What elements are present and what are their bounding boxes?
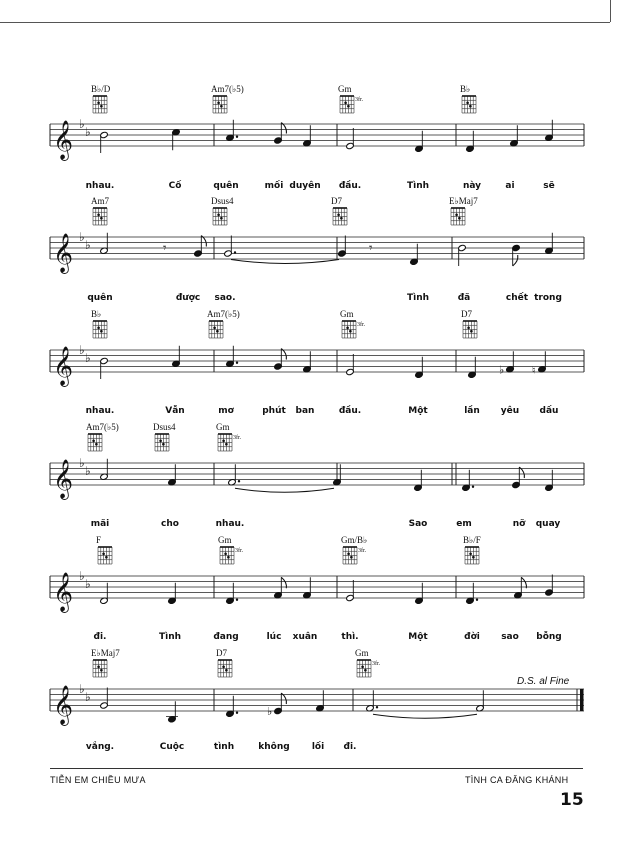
chord-finger-dot	[100, 217, 103, 220]
lyric-syllable: Một	[408, 632, 428, 642]
page-number: 15	[560, 790, 584, 810]
ds-al-fine-marking: D.S. al Fine	[517, 676, 570, 687]
chord-fret-label: 3fr.	[233, 435, 242, 441]
chord-finger-dot	[92, 440, 95, 443]
chord-symbol: D7	[216, 648, 227, 658]
flat-icon: ♭	[267, 705, 273, 718]
chord-finger-dot	[225, 443, 228, 446]
chord-finger-dot	[217, 214, 220, 217]
lyric-syllable: Vẫn	[165, 406, 185, 416]
chord-symbol: Gm	[216, 422, 230, 432]
chord-finger-dot	[455, 214, 458, 217]
lyric-syllable: yêu	[500, 406, 520, 416]
flat-icon: ♭	[79, 343, 85, 357]
lyric-syllable: sao	[501, 632, 519, 642]
lyric-syllable: lối	[311, 742, 325, 752]
final-barline-thick	[580, 689, 584, 711]
lyric-syllable: xuân	[292, 632, 318, 642]
lyric-syllable: đầu.	[338, 181, 362, 191]
treble-clef-icon: 𝄞	[53, 685, 74, 725]
chord-symbol: E♭Maj7	[91, 648, 120, 658]
natural-icon: ♮	[532, 365, 536, 377]
lyric-syllable: nỡ	[512, 519, 526, 529]
chord-finger-dot	[344, 102, 347, 105]
lyric-syllable: vắng.	[85, 742, 115, 752]
chord-fret-label: 3fr.	[357, 322, 366, 328]
flat-icon: ♭	[85, 125, 91, 139]
chord-finger-dot	[469, 105, 472, 108]
chord-finger-dot	[337, 214, 340, 217]
chord-symbol: F	[96, 535, 102, 545]
chord-finger-dot	[350, 556, 353, 559]
chord-fret-label: 3fr.	[358, 548, 367, 554]
chord-finger-dot	[222, 440, 225, 443]
treble-clef-icon: 𝄞	[53, 233, 74, 273]
footer-rule	[50, 768, 583, 769]
chord-symbol: D7	[461, 309, 472, 319]
lyric-syllable: nhau.	[85, 181, 115, 191]
lyric-syllable: mối	[264, 181, 284, 191]
chord-symbol: Am7	[91, 196, 109, 206]
treble-clef-icon: 𝄞	[53, 459, 74, 499]
lyric-syllable: quên	[87, 293, 113, 303]
footer-book-title: TÌNH CA ĐĂNG KHÁNH	[465, 775, 569, 785]
rest-icon: 𝄾	[369, 241, 373, 256]
flat-icon: ♭	[499, 363, 505, 377]
chord-finger-dot	[222, 666, 225, 669]
dot-icon	[236, 362, 238, 364]
chord-finger-dot	[349, 330, 352, 333]
chord-finger-dot	[162, 443, 165, 446]
chord-finger-dot	[467, 327, 470, 330]
chord-symbol: Am7(♭5)	[86, 422, 119, 432]
lyric-syllable: này	[462, 181, 482, 191]
chord-symbol: Gm/B♭	[341, 535, 368, 545]
tie	[231, 260, 339, 264]
chord-symbol: B♭	[91, 309, 102, 319]
chord-finger-dot	[458, 217, 461, 220]
lyric-syllable: Cuộc	[159, 742, 185, 752]
lyric-syllable: cho	[161, 519, 179, 529]
lyric-syllable: sẽ	[543, 181, 555, 191]
tie	[235, 488, 334, 492]
chord-fret-label: 3fr.	[372, 661, 381, 667]
treble-clef-icon: 𝄞	[53, 572, 74, 612]
lyric-syllable: không	[258, 742, 290, 752]
lyric-syllable: tình	[213, 742, 235, 752]
lyric-syllable: Tình	[406, 293, 430, 303]
lyric-syllable: quên	[213, 181, 239, 191]
chord-finger-dot	[361, 666, 364, 669]
flat-icon: ♭	[79, 230, 85, 244]
chord-finger-dot	[105, 556, 108, 559]
lyric-syllable: phút	[262, 406, 286, 416]
dot-icon	[236, 712, 238, 714]
chord-finger-dot	[347, 553, 350, 556]
chord-finger-dot	[97, 214, 100, 217]
chord-finger-dot	[97, 102, 100, 105]
lyric-syllable: mơ	[218, 406, 234, 416]
chord-symbol: Am7(♭5)	[211, 84, 244, 94]
lyric-syllable: Một	[408, 406, 428, 416]
tie	[373, 714, 477, 718]
lyric-syllable: duyên	[289, 181, 321, 191]
chord-finger-dot	[220, 105, 223, 108]
flat-icon: ♭	[85, 690, 91, 704]
chord-finger-dot	[364, 669, 367, 672]
treble-clef-icon: 𝄞	[53, 120, 74, 160]
flat-icon: ♭	[85, 577, 91, 591]
dot-icon	[472, 486, 474, 488]
chord-finger-dot	[227, 556, 230, 559]
footer-song-title: TIỄN EM CHIỀU MƯA	[50, 775, 146, 785]
dot-icon	[376, 706, 378, 708]
lyric-syllable: Tình	[158, 632, 182, 642]
chord-finger-dot	[347, 105, 350, 108]
chord-symbol: Gm	[355, 648, 369, 658]
chord-symbol: B♭/D	[91, 84, 111, 94]
chord-symbol: B♭/F	[463, 535, 481, 545]
flat-icon: ♭	[85, 351, 91, 365]
flat-icon: ♭	[79, 117, 85, 131]
chord-finger-dot	[102, 553, 105, 556]
chord-finger-dot	[470, 330, 473, 333]
chord-symbol: Gm	[218, 535, 232, 545]
flat-icon: ♭	[79, 456, 85, 470]
note-flag	[513, 255, 518, 266]
chord-symbol: E♭Maj7	[449, 196, 478, 206]
dot-icon	[234, 251, 236, 253]
dot-icon	[236, 136, 238, 138]
chord-finger-dot	[225, 669, 228, 672]
chord-symbol: Gm	[338, 84, 352, 94]
rest-icon: 𝄾	[163, 241, 167, 256]
flat-icon: ♭	[85, 464, 91, 478]
lyric-syllable: đi.	[343, 742, 357, 752]
chord-finger-dot	[97, 666, 100, 669]
lyric-syllable: dấu	[539, 406, 559, 416]
chord-finger-dot	[159, 440, 162, 443]
dot-icon	[236, 599, 238, 601]
lyric-syllable: bỗng	[536, 632, 562, 642]
chord-fret-label: 3fr.	[355, 97, 364, 103]
chord-finger-dot	[220, 217, 223, 220]
chord-symbol: Dsus4	[153, 422, 176, 432]
chord-finger-dot	[100, 669, 103, 672]
lyric-syllable: thì.	[341, 632, 359, 642]
chord-finger-dot	[472, 556, 475, 559]
chord-finger-dot	[224, 553, 227, 556]
chord-symbol: Gm	[340, 309, 354, 319]
lyric-syllable: lúc	[266, 632, 282, 642]
chord-finger-dot	[95, 443, 98, 446]
flat-icon: ♭	[79, 682, 85, 696]
lyric-syllable: quay	[535, 519, 561, 529]
chord-finger-dot	[469, 553, 472, 556]
lyric-syllable: ai	[505, 181, 515, 191]
chord-symbol: Am7(♭5)	[207, 309, 240, 319]
lyric-syllable: nhau.	[85, 406, 115, 416]
chord-finger-dot	[340, 217, 343, 220]
lyric-syllable: em	[456, 519, 472, 529]
lyric-syllable: đang	[213, 632, 239, 642]
lyric-syllable: Tình	[406, 181, 430, 191]
lyric-syllable: được	[175, 293, 201, 303]
chord-finger-dot	[100, 105, 103, 108]
chord-symbol: Dsus4	[211, 196, 234, 206]
lyric-syllable: đầu.	[338, 406, 362, 416]
lyric-syllable: sao.	[214, 293, 236, 303]
chord-finger-dot	[346, 327, 349, 330]
dot-icon	[238, 480, 240, 482]
lyric-syllable: ban	[295, 406, 315, 416]
lyric-syllable: trong	[534, 293, 562, 303]
lyric-syllable: Sao	[408, 519, 428, 529]
chord-finger-dot	[217, 102, 220, 105]
lyric-syllable: đời	[464, 632, 480, 642]
chord-symbol: D7	[331, 196, 342, 206]
dot-icon	[476, 599, 478, 601]
chord-finger-dot	[213, 327, 216, 330]
chord-finger-dot	[466, 102, 469, 105]
chord-symbol: B♭	[460, 84, 471, 94]
flat-icon: ♭	[79, 569, 85, 583]
lyric-syllable: Cố	[168, 181, 182, 191]
lyric-syllable: đi.	[93, 632, 107, 642]
chord-finger-dot	[100, 330, 103, 333]
lyric-syllable: đã	[457, 293, 471, 303]
treble-clef-icon: 𝄞	[53, 346, 74, 386]
flat-icon: ♭	[85, 238, 91, 252]
chord-fret-label: 3fr.	[235, 548, 244, 554]
chord-finger-dot	[216, 330, 219, 333]
lyric-syllable: nhau.	[215, 519, 245, 529]
lyric-syllable: lần	[464, 406, 480, 416]
lyric-syllable: chết	[505, 293, 529, 303]
chord-finger-dot	[97, 327, 100, 330]
lyric-syllable: mãi	[90, 519, 110, 529]
